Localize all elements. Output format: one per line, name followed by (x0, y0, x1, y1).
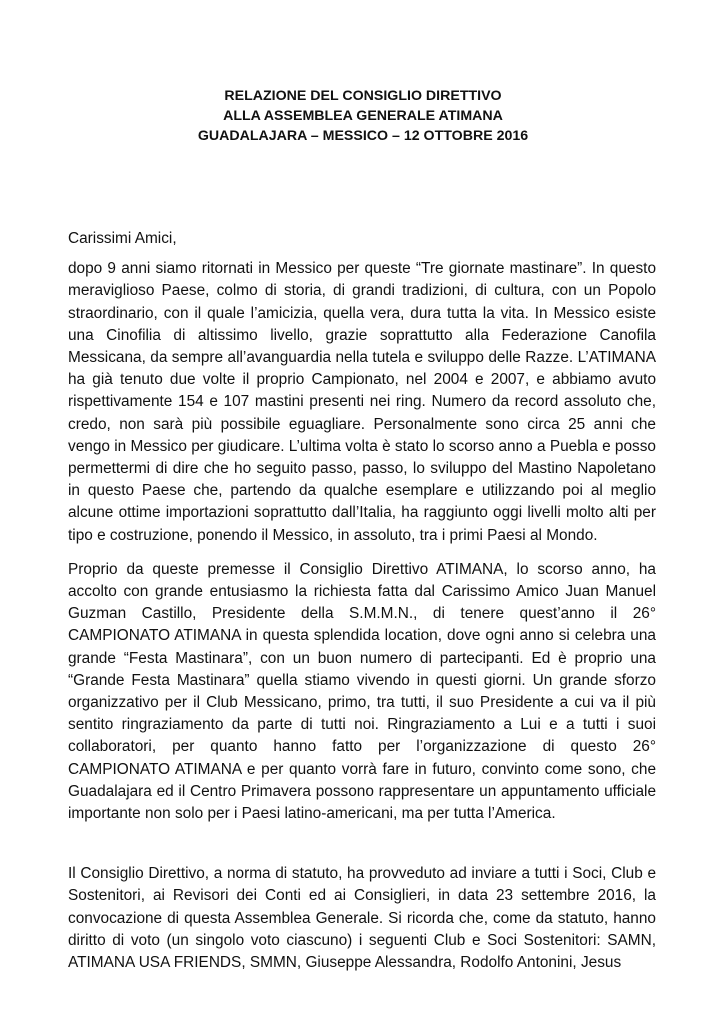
title-line-1: RELAZIONE DEL CONSIGLIO DIRETTIVO (224, 88, 502, 104)
paragraph-2: Proprio da queste premesse il Consiglio Direttivo ATIMANA, lo scorso anno, ha accolto con grande entusiasmo la richiesta fatta dal Carissimo Amico Juan Manuel Guzman Castillo, Presidente della S.M.M.N., di tenere quest’anno il 26° CAMPIONATO ATIMANA in questa splendida location, dove ogni anno si celebra una grande “Festa Mastinara”, con un buon numero di partecipanti. Ed è proprio una “Grande Festa Mastinara” quella stiamo vivendo in questi giorni. Un grande sforzo organizzativo per il Club Messicano, primo, tra tutti, il suo Presidente a cui va il più sentito ringraziamento da parte di tutti noi. Ringraziamento a Lui e a tutti i suoi collaboratori, per quanto hanno fatto per l’organizzazione di questo 26° CAMPIONATO ATIMANA e per quanto vorrà fare in futuro, convinto come sono, che Guadalajara ed il Centro Primavera possono rappresentare un appuntamento ufficiale importante non solo per i Paesi latino-americani, ma per tutta l’America. (68, 560, 656, 823)
document-title (68, 86, 658, 146)
title-line-2: ALLA ASSEMBLEA GENERALE ATIMANA (223, 108, 503, 124)
paragraph-1: dopo 9 anni siamo ritornati in Messico per queste “Tre giornate mastinare”. In questo meraviglioso Paese, colmo di storia, di grandi tradizioni, di cultura, con un Popolo straordinario, con il quale l’amicizia, quella vera, dura tutta la vita. In Messico esiste una Cinofilia di altissimo livello, grazie soprattutto alla Federazione Canofila Messicana, da sempre all’avanguardia nella tutela e sviluppo delle Razze. L’ATIMANA ha già tenuto due volte il proprio Campionato, nel 2004 e 2007, e abbiamo avuto rispettivamente 154 e 107 mastini presenti nei ring. Numero da record assoluto che, credo, non sarà più possibile eguagliare. Personalmente sono circa 25 anni che vengo in Messico per giudicare. L’ultima volta è stato lo scorso anno a Puebla e posso permettermi di dire che ho seguito passo, passo, lo sviluppo del Mastino Napoletano in questo Paese che, partendo da qualche esemplare e utilizzando poi al meglio alcune ottime importazioni soprattutto dall’Italia, ha raggiunto oggi livelli molto alti per tipo e costruzione, ponendo il Messico, in assoluto, tra i primi Paesi al Mondo. (68, 260, 656, 544)
document-body (68, 228, 656, 986)
paragraph-3: Il Consiglio Direttivo, a norma di statuto, ha provveduto ad inviare a tutti i Soci, Club e Sostenitori, ai Revisori dei Conti ed ai Consiglieri, in data 23 settembre 2016, la convocazione di questa Assemblea Generale. Si ricorda che, come da statuto, hanno diritto di voto (un singolo voto ciascuno) i seguenti Club e Soci Sostenitori: SAMN, ATIMANA USA FRIENDS, SMMN, Giuseppe Alessandra, Rodolfo Antonini, Jesus (68, 865, 656, 972)
title-line-3: GUADALAJARA – MESSICO – 12 OTTOBRE 2016 (197, 128, 529, 144)
salutation: Carissimi Amici, (68, 230, 177, 247)
